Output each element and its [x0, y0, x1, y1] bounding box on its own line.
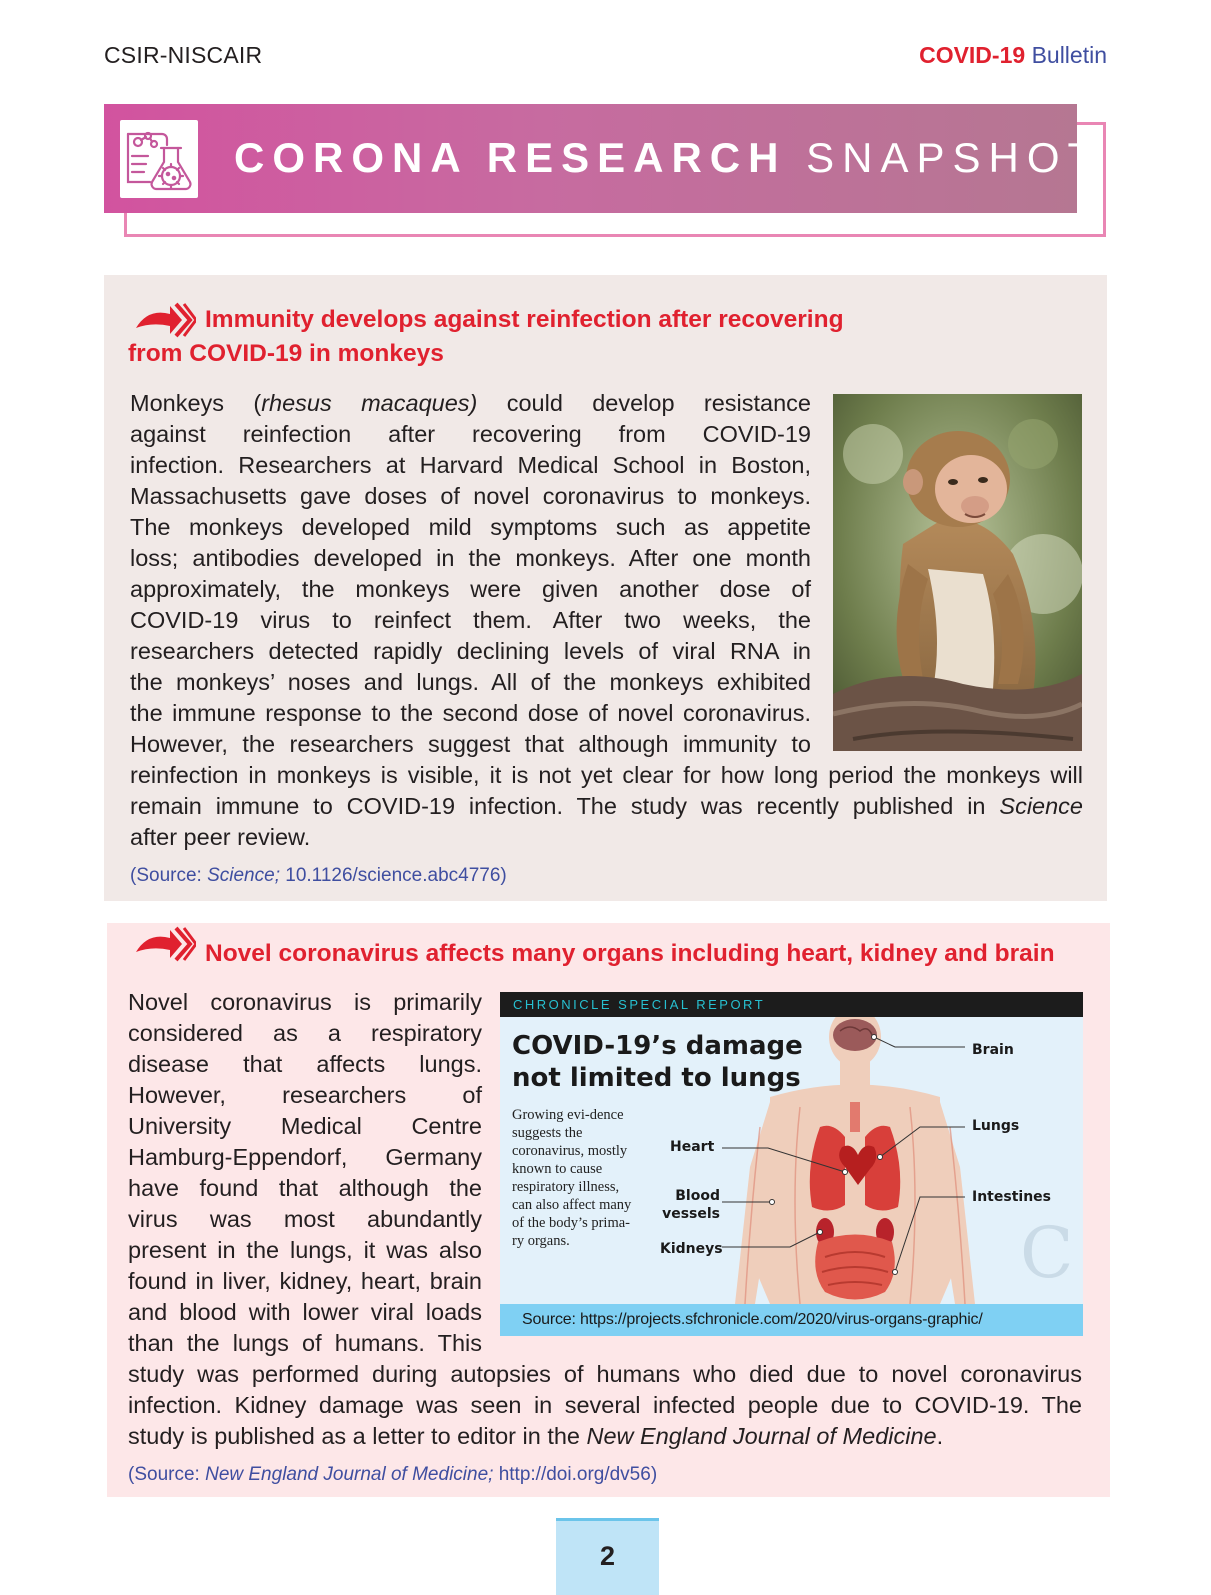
article2-line-11: and blood with lower viral loads: [128, 1299, 482, 1325]
article1-line-8: COVID-19 virus to reinfect them. After two weeks, the: [130, 607, 811, 633]
article2-line-9: present in the lungs, it was also: [128, 1237, 482, 1263]
article1-line-12: However, the researchers suggest that although immunity to: [130, 731, 811, 757]
article2-source-doi: http://doi.org/dv56): [493, 1464, 658, 1485]
article1-line-15: after peer review.: [130, 824, 311, 850]
article1-line-9: researchers detected rapidly declining levels of viral RNA in: [130, 638, 811, 664]
banner-title-light: SNAPSHOT: [806, 134, 1102, 181]
article1-line-10: the monkeys’ noses and lungs. All of the monkeys exhibited: [130, 669, 811, 695]
infographic-title-line1: COVID-19’s damage: [512, 1031, 803, 1061]
bulletin-suffix-label: Bulletin: [1031, 42, 1107, 68]
label-vessels: vessels: [662, 1206, 720, 1222]
article1-source-prefix: (Source:: [130, 865, 208, 886]
article2-line-8: virus was most abundantly: [128, 1206, 482, 1232]
article2-source-journal: New England Journal of Medicine;: [205, 1464, 494, 1485]
section-banner: [104, 104, 1102, 213]
article1-line-14: remain immune to COVID-19 infection. The study was recently published in Science: [130, 793, 1083, 819]
research-flask-virus-icon: [114, 114, 204, 204]
article1-source-doi: 10.1126/science.abc4776): [279, 865, 507, 886]
organs-infographic: [500, 992, 1083, 1336]
article2-source-prefix: (Source:: [128, 1464, 206, 1485]
bulletin-title: [919, 42, 1107, 69]
article2-line-13: study was performed during autopsies of humans who died due to novel coronavirus: [128, 1361, 1082, 1387]
label-intestines: Intestines: [972, 1189, 1051, 1205]
article1-line-11: the immune response to the second dose of novel coronavirus.: [130, 700, 811, 726]
article1-heading-line1: Immunity develops against reinfection after recovering: [205, 306, 844, 333]
infographic-description: Growing evi-dence suggests the coronavirus, mostly known to cause respiratory illness, can also affect many of the body’s prima-ry organs.: [512, 1107, 632, 1249]
infographic-title-line2: not limited to lungs: [512, 1063, 801, 1093]
article1-line-4: Massachusetts gave doses of novel coronavirus to monkeys.: [130, 483, 811, 509]
article2-line-14: infection. Kidney damage was seen in several infected people due to COVID-19. The: [128, 1392, 1082, 1418]
article2-heading: Novel coronavirus affects many organs including heart, kidney and brain: [205, 940, 1055, 967]
article2-line-10: found in liver, kidney, heart, brain: [128, 1268, 482, 1294]
bulletin-covid-label: COVID-19: [919, 42, 1026, 68]
monkey-photo: [833, 394, 1082, 751]
article1-line-13: reinfection in monkeys is visible, it is not yet clear for how long period the monkeys will: [130, 762, 1083, 788]
svg-text:C: C: [1020, 1212, 1074, 1294]
label-kidneys: Kidneys: [660, 1241, 723, 1257]
article1-line-1: Monkeys (rhesus macaques) could develop resistance: [130, 390, 811, 416]
label-blood: Blood: [675, 1188, 720, 1204]
article1-line-7: approximately, the monkeys were given another dose of: [130, 576, 811, 602]
publisher-name: CSIR-NISCAIR: [104, 42, 263, 68]
page-number-box: [556, 1518, 659, 1595]
red-arrow-icon: [134, 300, 196, 340]
article1-line-5: The monkeys developed mild symptoms such as appetite: [130, 514, 811, 540]
banner-title: [234, 134, 1101, 182]
infographic-kicker: CHRONICLE SPECIAL REPORT: [513, 997, 766, 1012]
article2-line-12: than the lungs of humans. This: [128, 1330, 482, 1356]
label-lungs: Lungs: [972, 1118, 1020, 1134]
label-brain: Brain: [972, 1042, 1014, 1058]
article1-heading-line2: from COVID-19 in monkeys: [128, 340, 444, 367]
article2-line-7: have found that although the: [128, 1175, 482, 1201]
label-heart: Heart: [670, 1139, 715, 1155]
article2-line-15: study is published as a letter to editor in the New England Journal of Medicine.: [128, 1423, 944, 1449]
infographic-source: Source: https://projects.sfchronicle.com/2020/virus-organs-graphic/: [522, 1311, 983, 1328]
article1-source-journal: Science;: [207, 865, 280, 886]
article2-source: [128, 1464, 657, 1486]
article1-line-6: loss; antibodies developed in the monkeys. After one month: [130, 545, 811, 571]
article1-line-2: against reinfection after recovering from COVID-19: [130, 421, 811, 447]
article2-line-5: University Medical Centre: [128, 1113, 482, 1139]
banner-title-bold: CORONA RESEARCH: [234, 134, 787, 181]
article2-line-4: However, researchers of: [128, 1082, 482, 1108]
article2-line-1: Novel coronavirus is primarily: [128, 989, 482, 1015]
red-arrow-icon: [134, 924, 196, 964]
article1-source: [130, 865, 507, 887]
article2-line-6: Hamburg-Eppendorf, Germany: [128, 1144, 482, 1170]
article2-line-3: disease that affects lungs.: [128, 1051, 482, 1077]
article1-line-3: infection. Researchers at Harvard Medical School in Boston,: [130, 452, 811, 478]
infographic-title: [512, 1030, 803, 1094]
article2-line-2: considered as a respiratory: [128, 1020, 482, 1046]
page-number: 2: [599, 1541, 616, 1571]
